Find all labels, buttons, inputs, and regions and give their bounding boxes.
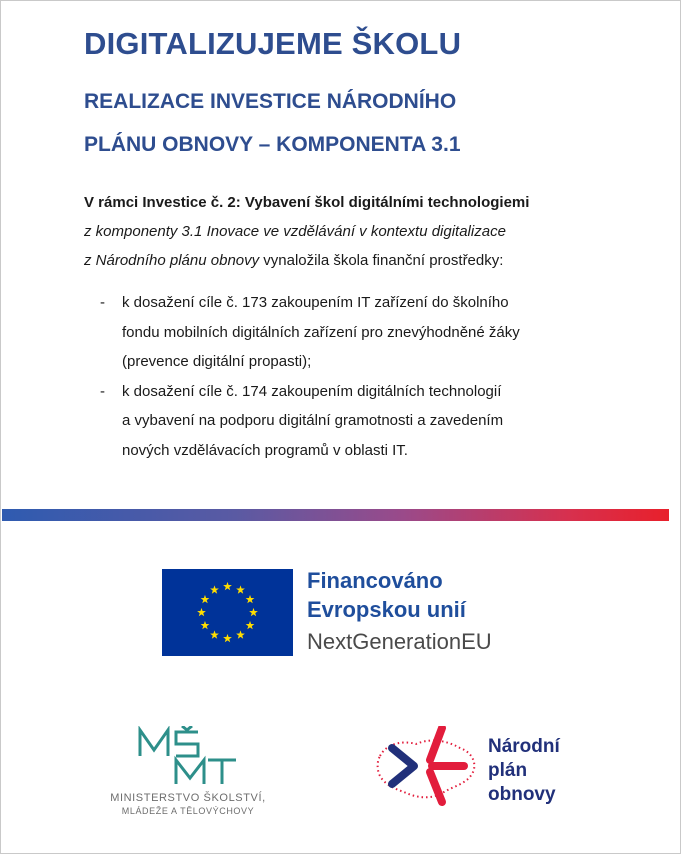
page-title: DIGITALIZUJEME ŠKOLU xyxy=(84,26,462,61)
intro-bold-line: V rámci Investice č. 2: Vybavení škol digitálními technologiemi xyxy=(84,194,530,211)
bullet-text: k dosažení cíle č. 174 zakoupením digitálních technologií a vybavení na podporu digitální gramotnosti a zavedením nových vzdělávacích programů v oblasti IT. xyxy=(122,382,504,459)
eu-star-icon xyxy=(246,621,255,629)
msmt-name-line-2: MLÁDEŽE A TĚLOVÝCHOVY xyxy=(121,806,255,816)
bullet-dash: - xyxy=(100,382,105,400)
eu-star-icon xyxy=(236,630,245,638)
list-item xyxy=(100,377,620,466)
msmt-name-line-1: MINISTERSTVO ŠKOLSTVÍ, xyxy=(110,792,266,804)
intro-normal-part: vynaložila škola finanční prostředky: xyxy=(259,252,504,269)
eu-star-icon xyxy=(210,585,219,593)
eu-star-icon xyxy=(210,630,219,638)
msmt-logo xyxy=(88,726,288,821)
intro-last-line xyxy=(84,246,644,275)
eu-funding-text xyxy=(307,566,492,660)
eu-star-icon xyxy=(201,621,210,629)
intro-paragraph xyxy=(84,188,644,275)
eu-star-icon xyxy=(197,608,206,616)
npo-line-3: obnovy xyxy=(488,784,556,805)
eu-line-1: Financováno xyxy=(307,568,443,593)
gradient-divider xyxy=(2,509,669,521)
eu-flag-icon xyxy=(162,569,293,656)
npo-line-1: Národní xyxy=(488,736,560,757)
eu-line-2: Evropskou unií xyxy=(307,597,466,622)
npo-mark-icon xyxy=(372,726,482,808)
npo-line-2: plán xyxy=(488,760,528,781)
subtitle-line-1: REALIZACE INVESTICE NÁRODNÍHO xyxy=(84,90,457,113)
eu-line-3: NextGenerationEU xyxy=(307,629,492,654)
subtitle-line-2: PLÁNU OBNOVY – KOMPONENTA 3.1 xyxy=(84,133,461,156)
eu-star-icon xyxy=(246,595,255,603)
intro-italic-line: z komponenty 3.1 Inovace ve vzdělávání v kontextu digitalizace xyxy=(84,223,506,240)
intro-italic-part: z Národního plánu obnovy xyxy=(84,252,260,269)
list-item xyxy=(100,288,620,377)
bullet-text: k dosažení cíle č. 173 zakoupením IT zařízení do školního fondu mobilních digitálních zařízení pro znevýhodněné žáky (prevence digitální propasti); xyxy=(122,294,520,370)
msmt-monogram-icon xyxy=(136,726,240,788)
bullet-dash: - xyxy=(100,294,105,311)
npo-title xyxy=(488,735,560,807)
eu-star-icon xyxy=(223,634,232,642)
bullet-list xyxy=(100,288,620,465)
eu-star-icon xyxy=(236,585,245,593)
eu-star-icon xyxy=(201,595,210,603)
eu-star-icon xyxy=(223,582,232,590)
eu-star-icon xyxy=(249,608,258,616)
